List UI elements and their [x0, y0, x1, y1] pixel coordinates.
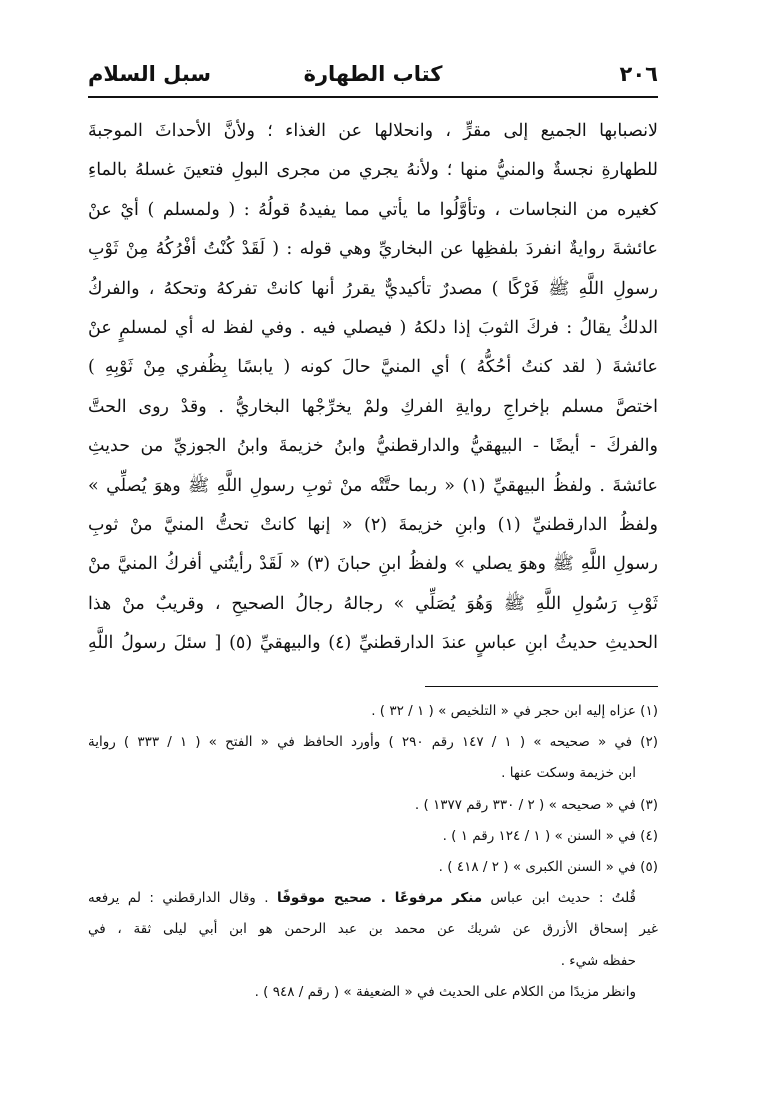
text-line: للطهارةِ نجسةٌ والمنيُّ منها ؛ ولأنهُ يجري من مجرى البولِ فتعينَ غسلهُ بالماءِ [88, 160, 658, 181]
editor-note-verdict: منكر مرفوعًا . صحيح موقوفًا [277, 890, 483, 907]
footnote-1: (١) عزاه إليه ابن حجر في « التلخيص » ( ١ / ٣٢ ) . [371, 703, 658, 719]
header-divider [88, 96, 658, 98]
page-header [88, 52, 658, 94]
text-line: عائشةَ روايةٌ انفردَ بلفظِها عن البخاريِّ وهي قوله : ( لَقَدْ كُنْتُ أفْرُكُهُ مِنْ ثَوْبِ [88, 239, 658, 260]
text-line: الحديثِ حديثُ ابنِ عباسٍ عندَ الدارقطنيِّ (٤) والبيهقيِّ (٥) [ سئلَ رسولُ اللَّهِ [88, 633, 658, 654]
footnote-3: (٣) في « صحيحه » ( ٢ / ٣٣٠ رقم ١٣٧٧ ) . [414, 796, 658, 813]
footnote-2: (٢) في « صحيحه » ( ١ / ١٤٧ رقم ٢٩٠ ) وأورد الحافظ في « الفتح » ( ١ / ٣٣٣ ) رواية [88, 734, 658, 751]
text-line: لانصبابها الجميع إلى مقرٍّ ، وانحلالها عن الغذاء ؛ ولأنَّ الأحداثَ الموجبةَ [88, 121, 658, 141]
page-number: ٢٠٦ [619, 62, 658, 86]
footnote-2-continuation: ابن خزيمة وسكت عنها . [501, 765, 636, 782]
text-line: والفركَ - أيضًا - البيهقيُّ والدارقطنيُّ وابنُ خزيمةَ وابنُ الجوزيِّ من حديثِ [88, 436, 658, 457]
editor-note-line: حفظه شيء . [560, 952, 636, 969]
editor-note-text: . وقال الدارقطني : لم يرفعه [88, 890, 277, 907]
book-title: سبل السلام [88, 62, 212, 86]
text-line: ثَوْبِ رَسُولِ اللَّهِ ﷺ وَهُوَ يُصَلِّي » رجالهُ رجالُ الصحيحِ ، وقريبٌ منْ هذا [88, 593, 658, 614]
footnote-4: (٤) في « السنن » ( ١ / ١٢٤ رقم ١ ) . [442, 827, 658, 844]
text-line: كغيره من النجاسات ، وتأوَّلُوا ما يأتي مما يفيدهُ قولُهُ : ( ولمسلم ) أيْ عنْ [88, 199, 658, 220]
footnote-5: (٥) في « السنن الكبرى » ( ٢ / ٤١٨ ) . [438, 858, 658, 875]
text-line: ولفظُ الدارقطنيِّ (١) وابنِ خزيمةَ (٢) « إنها كانتْ تحتُّ المنيَّ منْ ثوبِ [88, 514, 658, 535]
book-section-title: كتاب الطهارة [303, 62, 443, 86]
text-line: عائشةَ . ولفظُ البيهقيِّ (١) « ربما حتَّتْه منْ ثوبِ رسولِ اللَّهِ ﷺ وهوَ يُصلِّي » [88, 475, 658, 496]
editor-note-text: قُلتُ : حديث ابن عباس [482, 890, 636, 907]
editor-note-line: غير إسحاق الأزرق عن شريك عن محمد بن عبد الرحمن هو ابن أبي ليلى ثقة ، في [88, 921, 658, 938]
text-line: عائشةَ ( لقد كنتُ أحُكُّهُ ) أي المنيَّ حالَ كونه ( يابسًا بِظُفري مِنْ ثَوْبِهِ ) [88, 357, 658, 378]
main-text [88, 112, 658, 663]
footnotes [88, 696, 658, 1008]
footnote-divider [425, 686, 658, 687]
editor-note-reference: وانظر مزيدًا من الكلام على الحديث في « الضعيفة » ( رقم / ٩٤٨ ) . [254, 983, 636, 1000]
text-line: رسولِ اللَّهِ ﷺ وهوَ يصلي » ولفظُ ابنِ حبانَ (٣) « لَقَدْ رأيتُني أفركُ المنيَّ منْ [88, 554, 658, 575]
text-line: اختصَّ مسلم بإخراجِ روايةِ الفركِ ولمْ يخرِّجْها البخاريُّ . وقدْ روى الحتَّ [88, 396, 658, 417]
text-line: الدلكُ يقالُ : فركَ الثوبَ إذا دلكهُ ( فيصلي فيه . وفي لفظ له أي لمسلمٍ عنْ [88, 317, 658, 338]
text-line: رسولِ اللَّهِ ﷺ فَرْكًا ) مصدرٌ تأكيديٌّ يقررُ أنها كانتْ تفركهُ وتحكهُ ، والفركُ [88, 278, 658, 299]
editor-note-line [88, 883, 658, 914]
